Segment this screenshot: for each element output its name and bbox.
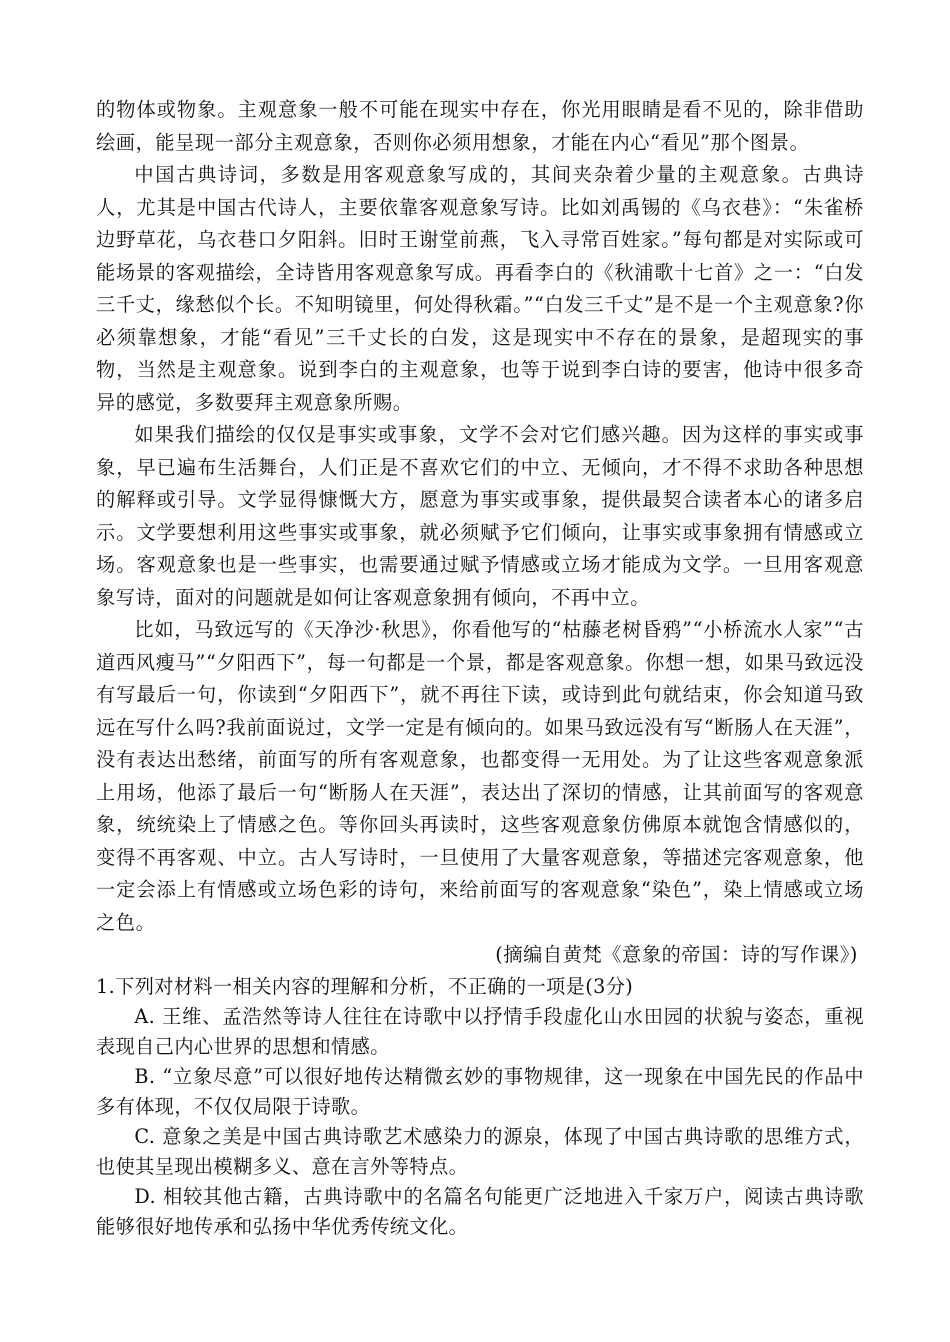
option-b: B. “立象尽意”可以很好地传达精微玄妙的事物规律，这一现象在中国先民的作品中多有体现，不仅仅局限于诗歌。: [96, 1064, 864, 1118]
paragraph-ma-zhiyuan-example: 比如，马致远写的《天净沙·秋思》，你看他写的“枯藤老树昏鸦”“小桥流水人家”“古道西风瘦马”“夕阳西下”，每一句都是一个景，都是客观意象。你想一想，如果马致远没有写最后一句，你读到“夕阳西下”，就不再往下读，或诗到此句就结束，你会知道马致远在写什么吗?我前面说过，文学一定是有倾向的。如果马致远没有写“断肠人在天涯”，没有表达出愁绪，前面写的所有客观意象，也都变得一无用处。为了让这些客观意象派上用场，他添了最后一句“断肠人在天涯”，表达出了深切的情感，让其前面写的客观意象，统统染上了情感之色。等你回头再读时，这些客观意象仿佛原本就饱含情感似的，变得不再客观、中立。古人写诗时，一旦使用了大量客观意象，等描述完客观意象，他一定会添上有情感或立场色彩的诗句，来给前面写的客观意象“染色”，染上情感或立场之色。: [96, 618, 864, 934]
question-stem: 1.下列对材料一相关内容的理解和分析，不正确的一项是(3分): [96, 974, 634, 998]
paragraph-continued: 的物体或物象。主观意象一般不可能在现实中存在，你光用眼睛是看不见的，除非借助绘画，能呈现一部分主观意象，否则你必须用想象，才能在内心“看见”那个图景。: [96, 98, 864, 154]
option-d: D. 相较其他古籍，古典诗歌中的名篇名句能更广泛地进入千家万户，阅读古典诗歌能够很好地传承和弘扬中华优秀传统文化。: [96, 1184, 864, 1238]
option-a: A. 王维、孟浩然等诗人往往在诗歌中以抒情手段虚化山水田园的状貌与姿态，重视表现自己内心世界的思想和情感。: [96, 1004, 864, 1058]
paragraph-facts-and-literature: 如果我们描绘的仅仅是事实或事象，文学不会对它们感兴趣。因为这样的事实或事象，早已遍布生活舞台，人们正是不喜欢它们的中立、无倾向，才不得不求助各种思想的解释或引导。文学显得慷慨大方，愿意为事实或事象，提供最契合读者本心的诸多启示。文学要想利用这些事实或事象，就必须赋予它们倾向，让事实或事象拥有情感或立场。客观意象也是一些事实，也需要通过赋予情感或立场才能成为文学。一旦用客观意象写诗，面对的问题就是如何让客观意象拥有倾向，不再中立。: [96, 423, 864, 609]
document-page: [96, 94, 864, 1242]
paragraph-classical-poetry: 中国古典诗词，多数是用客观意象写成的，其间夹杂着少量的主观意象。古典诗人，尤其是中国古代诗人，主要依靠客观意象写诗。比如刘禹锡的《乌衣巷》：“朱雀桥边野草花，乌衣巷口夕阳斜。旧时王谢堂前燕，飞入寻常百姓家。”每句都是对实际或可能场景的客观描绘，全诗皆用客观意象写成。再看李白的《秋浦歌十七首》之一：“白发三千丈，缘愁似个长。不知明镜里，何处得秋霜。”“白发三千丈”是不是一个主观意象?你必须靠想象，才能“看见”三千丈长的白发，这是现实中不存在的景象，是超现实的事物，当然是主观意象。说到李白的主观意象，也等于说到李白诗的要害，他诗中很多奇异的感觉，多数要拜主观意象所赐。: [96, 163, 864, 414]
source-citation: (摘编自黄梵《意象的帝国：诗的写作课》): [495, 943, 858, 966]
option-c: C. 意象之美是中国古典诗歌艺术感染力的源泉，体现了中国古典诗歌的思维方式，也使其呈现出模糊多义、意在言外等特点。: [96, 1124, 864, 1178]
question-block: [96, 972, 864, 1242]
